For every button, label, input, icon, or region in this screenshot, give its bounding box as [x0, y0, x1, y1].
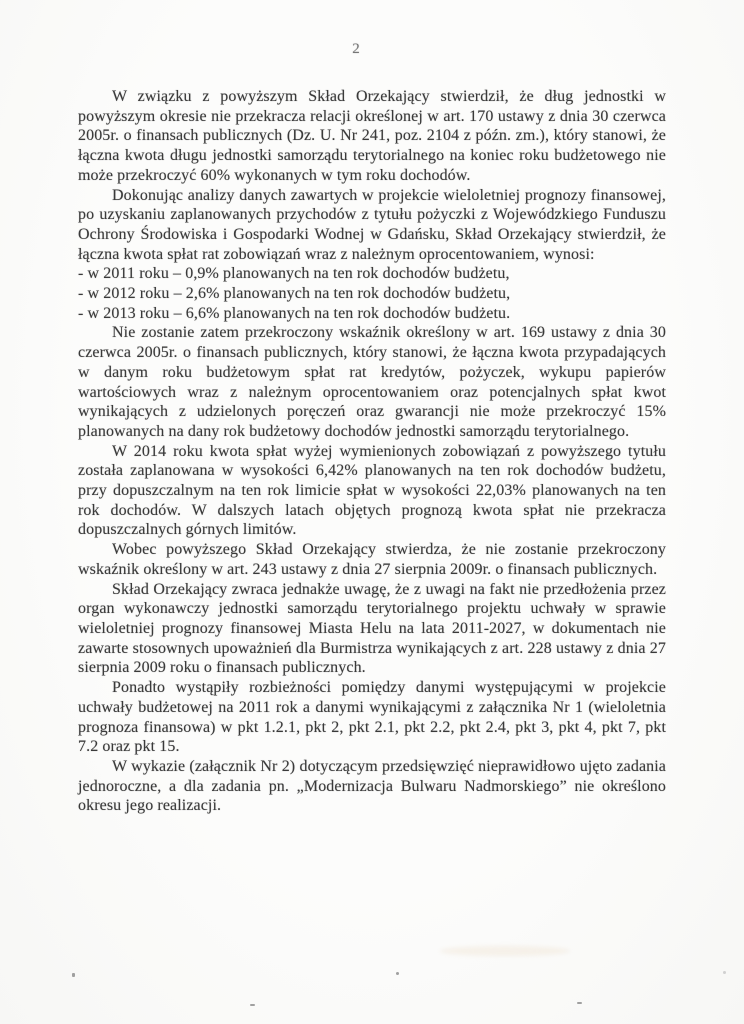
paragraph-analysis-forecast: Dokonując analizy danych zawartych w projekcie wieloletniej prognozy finansowej, po uzyskaniu zaplanowanych przychodów z tytułu pożyczki z Wojewódzkiego Funduszu Ochrony Środowiska i Gospodarki Wodnej w Gdańsku, Skład Orzekający stwierdził, że łączna kwota spłat rat zobowiązań wraz z należnym oprocentowaniem, wynosi:: [78, 186, 666, 263]
document-body: [78, 87, 666, 816]
scan-smudge: [440, 946, 570, 956]
scan-speck: [72, 973, 75, 977]
paragraph-annex2-tasks: W wykazie (załącznik Nr 2) dotyczącym przedsięwzięć nieprawidłowo ujęto zadania jednoroczne, a dla zadania pn. „Modernizacja Bulwaru Nadmorskiego” nie określono okresu jego realizacji.: [78, 757, 666, 815]
paragraph-debt-limit-art170: W związku z powyższym Skład Orzekający stwierdził, że dług jednostki w powyższym okresie nie przekracza relacji określonej w art. 170 ustawy z dnia 30 czerwca 2005r. o finansach publicznych (Dz. U. Nr 241, poz. 2104 z późn. zm.), który stanowi, że łączna kwota długu jednostki samorządu terytorialnego na koniec roku budżetowego nie może przekroczyć 60% wykonanych w tym roku dochodów.: [78, 88, 666, 184]
paragraph-year-2014-limits: W 2014 roku kwota spłat wyżej wymienionych zobowiązań z powyższego tytułu została zaplanowana w wysokości 6,42% planowanych na ten rok dochodów budżetu, przy dopuszczalnym na ten rok limicie spłat w wysokości 22,03% planowanych na ten rok dochodów. W dalszych latach objętych prognozą kwota spłat nie przekracza dopuszczalnych górnych limitów.: [78, 442, 666, 539]
scan-speck: [723, 971, 726, 974]
scan-speck: [250, 1004, 255, 1006]
list-item-year-2011: - w 2011 roku – 0,9% planowanych na ten rok dochodów budżetu,: [78, 265, 510, 283]
list-item-year-2012: - w 2012 roku – 2,6% planowanych na ten rok dochodów budżetu,: [78, 285, 511, 303]
page-number: 2: [352, 41, 360, 57]
paragraph-indicator-art243: Wobec powyższego Skład Orzekający stwierdza, że nie zostanie przekroczony wskaźnik określony w art. 243 ustawy z dnia 27 sierpnia 2009r. o finansach publicznych.: [78, 541, 666, 578]
scan-speck: [396, 972, 399, 975]
paragraph-discrepancies-annex1: Ponadto wystąpiły rozbieżności pomiędzy danymi występującymi w projekcie uchwały budżetowej na 2011 rok a danymi wynikającymi z załącznika Nr 1 (wieloletnia prognoza finansowa) w pkt 1.2.1, pkt 2, pkt 2.1, pkt 2.2, pkt 2.4, pkt 3, pkt 4, pkt 7, pkt 7.2 oraz pkt 15.: [78, 679, 666, 756]
paragraph-indicator-art169: Nie zostanie zatem przekroczony wskaźnik określony w art. 169 ustawy z dnia 30 czerwca 2005r. o finansach publicznych, który stanowi, że łączna kwota przypadających w danym roku budżetowym spłat rat kredytów, pożyczek, wykupu papierów wartościowych wraz z należnym oprocentowaniem oraz potencjalnych spłat kwot wynikających z udzielonych poręczeń oraz gwarancji nie może przekroczyć 15% planowanych na dany rok budżetowy dochodów jednostki samorządu terytorialnego.: [78, 324, 666, 440]
scan-speck: [577, 1002, 582, 1004]
paragraph-remark-authorizations: Skład Orzekający zwraca jednakże uwagę, że z uwagi na fakt nie przedłożenia przez organ wykonawczy jednostki samorządu terytorialnego projektu uchwały w sprawie wieloletniej prognozy finansowej Miasta Helu na lata 2011-2027, w dokumentach nie zawarte stosownych upoważnień dla Burmistrza wynikających z art. 228 ustawy z dnia 27 sierpnia 2009 roku o finansach publicznych.: [78, 580, 666, 677]
list-item-year-2013: - w 2013 roku – 6,6% planowanych na ten rok dochodów budżetu.: [78, 304, 511, 322]
